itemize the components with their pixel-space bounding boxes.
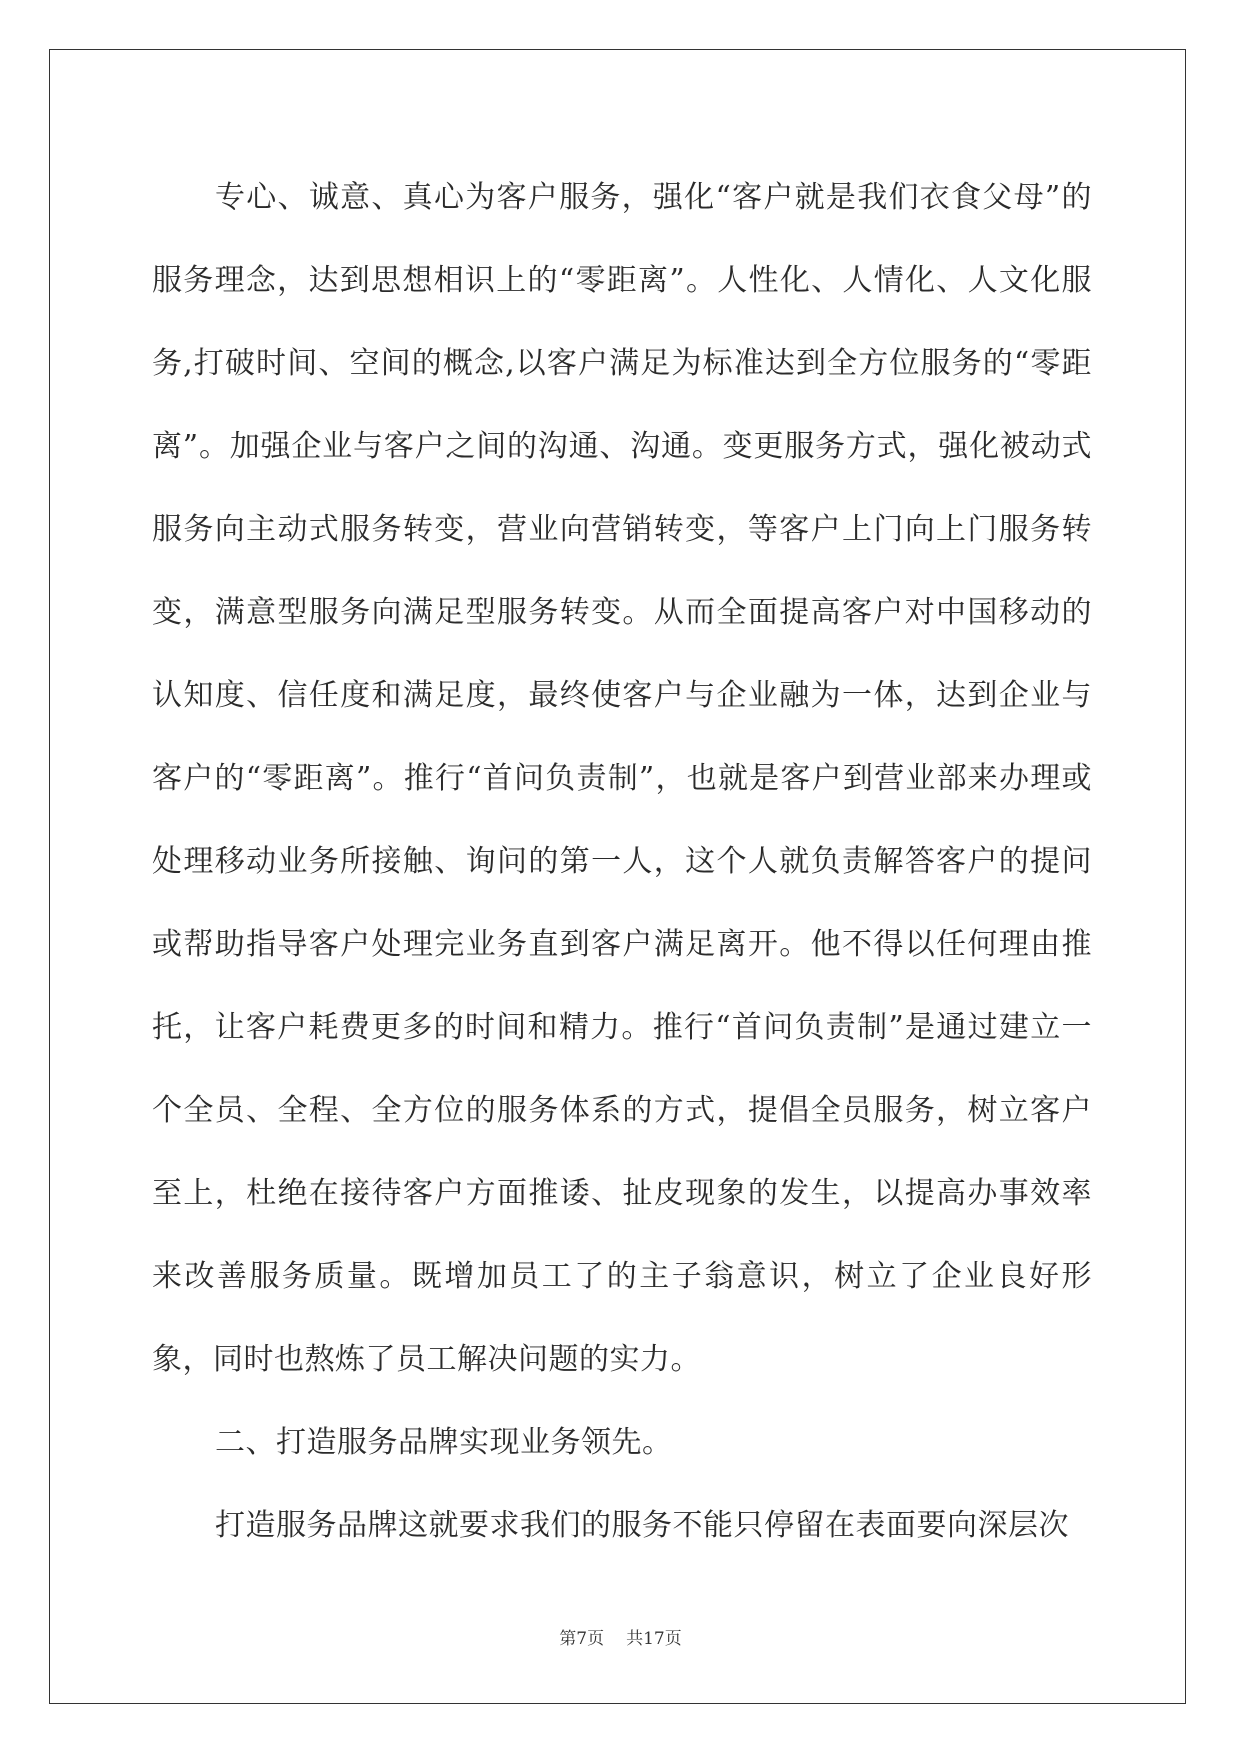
page-footer — [0, 1624, 1241, 1649]
paragraph-service-brand: 打造服务品牌这就要求我们的服务不能只停留在表面要向深层次 — [215, 1508, 1069, 1543]
paragraph-service-philosophy: 专心、诚意、真心为客户服务，强化“客户就是我们衣食父母”的服务理念，达到思想相识上的“零距离”。人性化、人情化、人文化服务,打破时间、空间的概念,以客户满足为标准达到全方位服务的“零距离”。加强企业与客户之间的沟通、沟通。变更服务方式，强化被动式服务向主动式服务转变，营业向营销转变，等客户上门向上门服务转变，满意型服务向满足型服务转变。从而全面提高客户对中国移动的认知度、信任度和满足度，最终使客户与企业融为一体，达到企业与客户的“零距离”。推行“首问负责制”，也就是客户到营业部来办理或处理移动业务所接触、询问的第一人，这个人就负责解答客户的提问或帮助指导客户处理完业务直到客户满足离开。他不得以任何理由推托，让客户耗费更多的时间和精力。推行“首问负责制”是通过建立一个全员、全程、全方位的服务体系的方式，提倡全员服务，树立客户至上，杜绝在接待客户方面推诿、扯皮现象的发生，以提高办事效率来改善服务质量。既增加员工了的主子翁意识，树立了企业良好形象，同时也熬炼了员工解决问题的实力。 — [152, 180, 1092, 1377]
page-number-current: 第7页 — [559, 1629, 605, 1649]
section-heading-service-brand: 二、打造服务品牌实现业务领先。 — [215, 1425, 673, 1460]
page-number-total: 共17页 — [626, 1629, 682, 1649]
document-body — [152, 156, 1092, 1567]
